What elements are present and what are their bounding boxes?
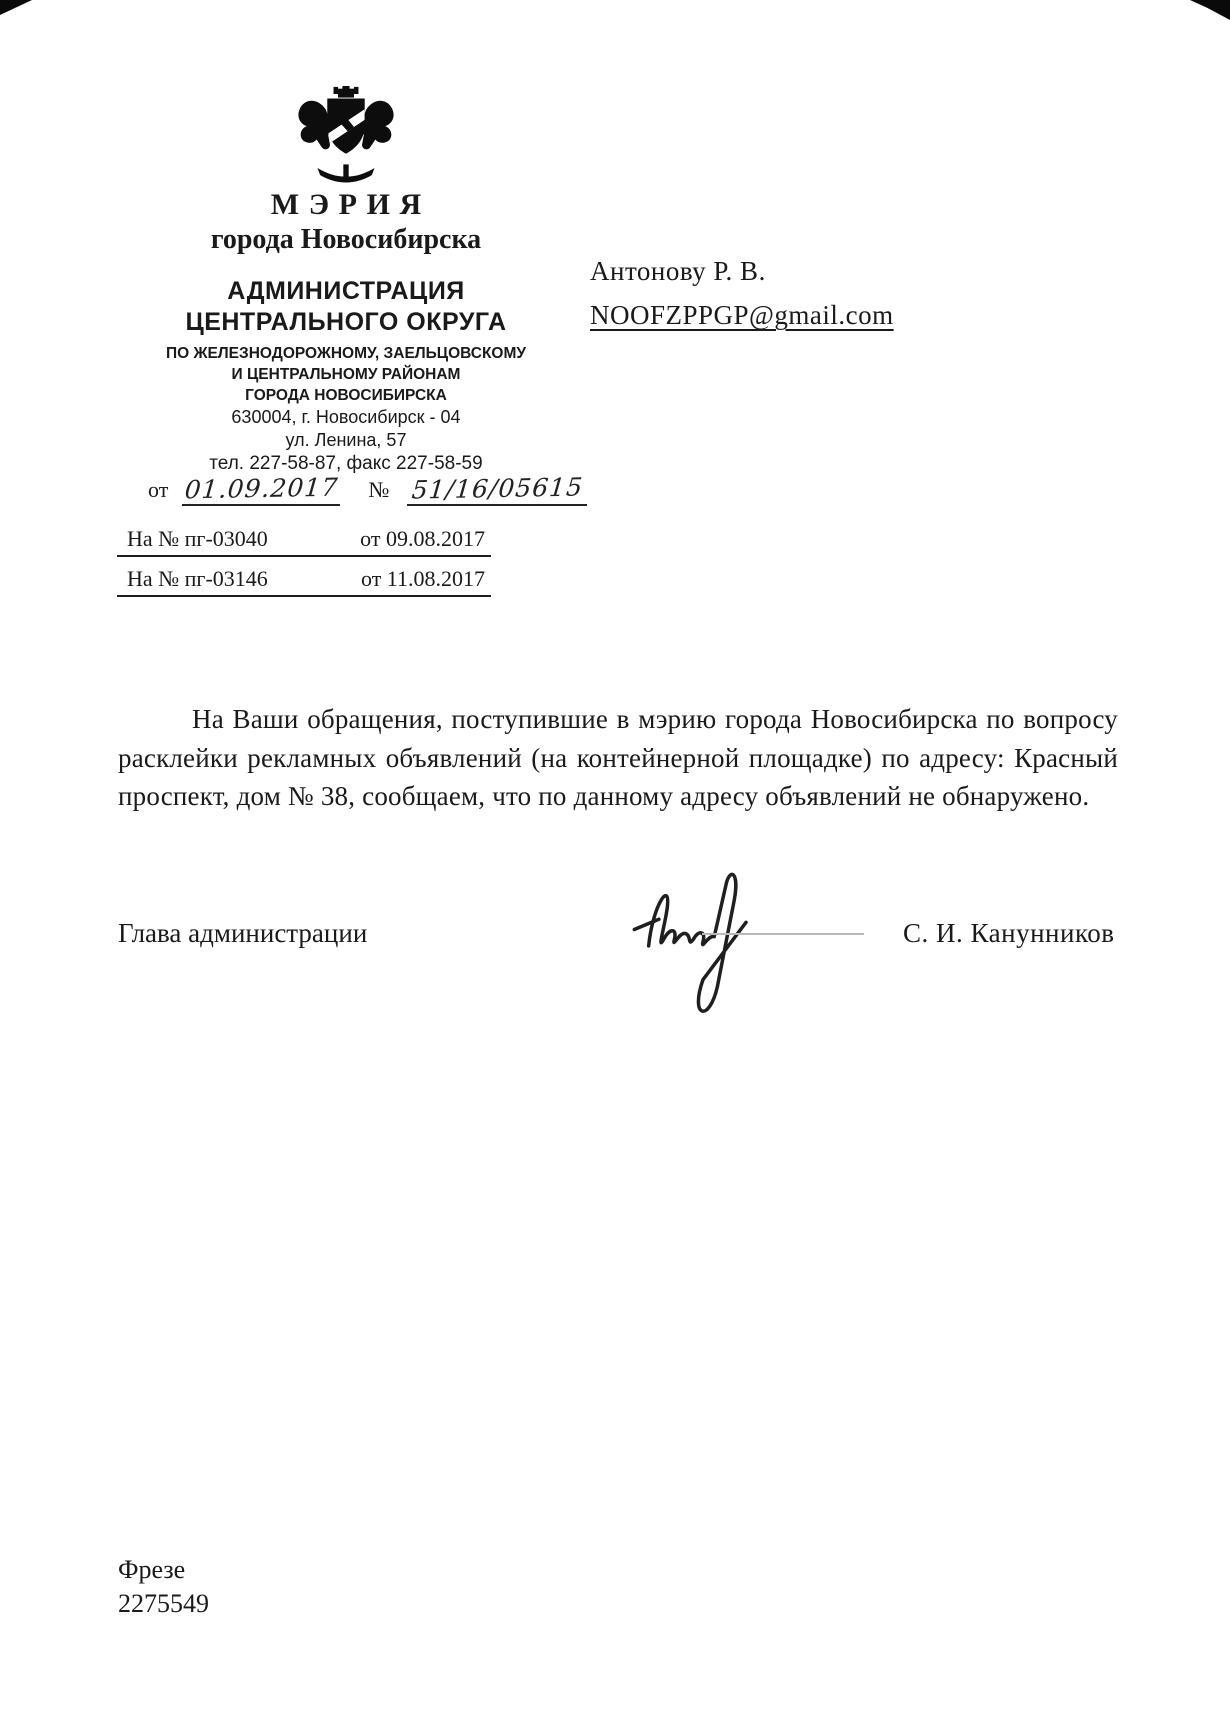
org-contacts: тел. 227-58-87, факс 227-58-59 <box>209 453 483 474</box>
executor-phone: 2275549 <box>118 1589 209 1618</box>
recipient-block <box>590 256 894 331</box>
signer-title: Глава администрации <box>118 918 368 948</box>
outgoing-number-handwritten: 51/16/05615 <box>410 472 585 505</box>
org-address-line2: ул. Ленина, 57 <box>285 430 407 450</box>
executor-name: Фрезе <box>118 1555 186 1584</box>
org-title-line2: города Новосибирска <box>210 224 482 255</box>
outgoing-date-handwritten: 01.09.2017 <box>183 472 340 505</box>
incoming-reference-row <box>117 566 491 597</box>
incoming-reference-row <box>117 526 491 557</box>
scan-artifact-top-left <box>0 0 32 15</box>
org-title-line1: МЭРИЯ <box>270 188 431 221</box>
scan-artifact-top-right <box>1190 0 1230 20</box>
org-subtitle-line2: ЦЕНТРАЛЬНОГО ОКРУГА <box>185 308 507 336</box>
recipient-email: NOOFZPPGP@gmail.com <box>590 300 894 330</box>
scan-artifact-line <box>702 933 864 935</box>
incoming-ref-date: от 11.08.2017 <box>360 566 485 591</box>
letterhead <box>115 86 577 476</box>
incoming-ref-date: от 09.08.2017 <box>360 526 485 551</box>
from-label: от <box>148 477 169 502</box>
novosibirsk-coat-of-arms-icon <box>287 86 405 184</box>
incoming-ref-number: На № пг-03040 <box>127 526 268 551</box>
district-line3: ГОРОДА НОВОСИБИРСКА <box>245 387 447 404</box>
incoming-references <box>117 526 491 606</box>
outgoing-number-blank <box>407 474 587 506</box>
district-line1: ПО ЖЕЛЕЗНОДОРОЖНОМУ, ЗАЕЛЬЦОВСКОМУ <box>165 345 527 362</box>
org-subtitle-line1: АДМИНИСТРАЦИЯ <box>227 277 465 305</box>
letter-body-paragraph: На Ваши обращения, поступившие в мэрию города Новосибирска по вопросу расклейки рекламных объявлений (на контейнерной площадке) по адресу: Красный проспект, дом № 38, сообщаем, что по данному адресу объявлений не обнаружено. <box>118 704 1118 811</box>
recipient-name: Антонову Р. В. <box>590 256 766 286</box>
signer-name: С. И. Канунников <box>903 918 1115 948</box>
outgoing-reference-row <box>148 474 587 506</box>
executor-block <box>118 1553 209 1621</box>
district-line2: И ЦЕНТРАЛЬНОМУ РАЙОНАМ <box>231 366 461 383</box>
handwritten-signature-icon <box>622 862 827 1040</box>
number-label: № <box>368 477 390 502</box>
org-address-line1: 630004, г. Новосибирск - 04 <box>231 407 461 427</box>
outgoing-date-blank <box>182 474 340 506</box>
incoming-ref-number: На № пг-03146 <box>127 566 268 591</box>
